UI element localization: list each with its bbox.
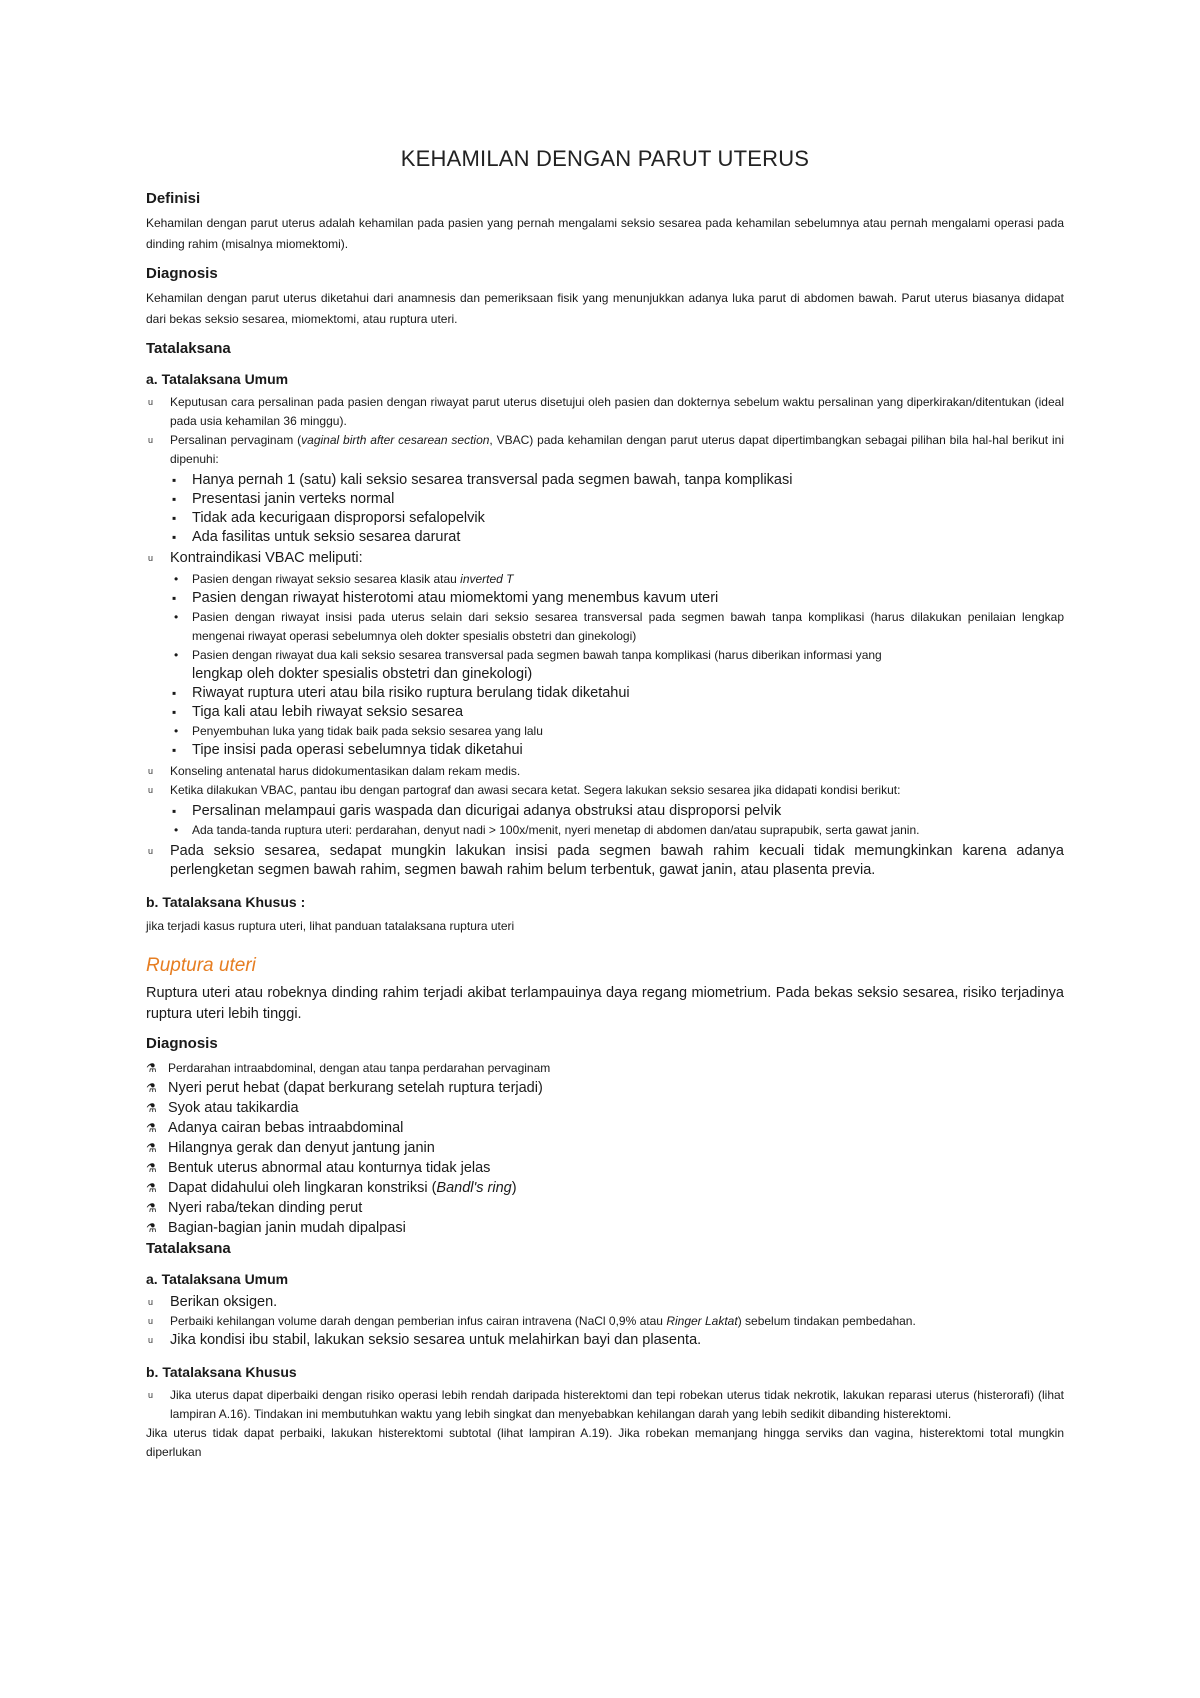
list-item: ⚗ Bagian-bagian janin mudah dipalpasi [146,1220,406,1236]
list-item: • Pasien dengan riwayat dua kali seksio sesarea transversal pada segmen bawah tanpa komplikasi (harus diberikan informasi yang lengkap oleh dokter spesialis obstetri dan ginekologi) [174,648,882,682]
ruptura-text: Ruptura uteri atau robeknya dinding rahim terjadi akibat terlampauinya daya regang miometrium. Pada bekas seksio sesarea, risiko terjadinya ruptura uteri lebih tinggi. [146,985,1064,1022]
square-bullet-icon: ▪ [172,686,177,700]
bullet-icon: u [148,553,154,563]
bullet-icon: u [148,1316,154,1326]
closing-text: Jika uterus tidak dapat perbaiki, lakukan histerektomi subtotal (lihat lampiran A.19). Jika robekan memanjang hingga serviks dan vagina, histerektomi total mungkin diperlukan [146,1426,1064,1459]
list-item: u Berikan oksigen. [148,1294,278,1310]
list-item: ⚗ Hilangnya gerak dan denyut jantung janin [146,1140,435,1156]
bullet-icon: u [148,1297,154,1307]
list-item: ▪ Presentasi janin verteks normal [172,491,395,507]
square-bullet-icon: ▪ [172,492,177,506]
vbac-syarat-list [170,471,1064,547]
bullet-icon: u [148,785,154,795]
dot-bullet-icon: • [174,572,179,586]
list-item: • Penyembuhan luka yang tidak baik pada seksio sesarea yang lalu [170,722,1064,741]
diagnosis-heading: Diagnosis [146,265,218,282]
list-item: u Kontraindikasi VBAC meliputi: • Pasien dengan riwayat seksio sesarea klasik atau inverted T ▪ Pasien dengan riwayat histerotomi atau miomektomi yang menembus kavum uteri • Pasien dengan riwayat insisi pada uterus selain dari seksio sesarea transversal pada segmen bawah tanpa komplikasi (harus dilakukan penilaian lengkap mengenai riwayat operasi sebelumnya oleh dokter spesialis obstetri dan ginekologi) • Pasien dengan riwayat dua kali seksio sesarea transversal pada segmen bawah tanpa komplikasi (harus diberikan informasi yang lengkap oleh dokter spesialis obstetri dan ginekologi) ▪ Riwayat ruptura uteri atau bila risiko ruptura berulang tidak diketahui ▪ Tiga kali atau lebih riwayat seksio sesarea • Penyembuhan luka yang tidak baik pada seksio sesarea yang lalu ▪ Tipe insisi pada operasi sebelumnya tidak diketahui [148,550,1064,758]
square-bullet-icon: ▪ [172,804,177,818]
dot-bullet-icon: • [174,724,179,738]
diagnosis-text: Kehamilan dengan parut uterus diketahui dari anamnesis dan pemeriksaan fisik yang menunjukkan adanya luka parut di abdomen bawah. Parut uterus biasanya didapat dari bekas seksio sesarea, miomektomi, atau ruptura uteri. [146,291,1064,326]
list-item: ⚗ Perdarahan intraabdominal, dengan atau tanpa perdarahan pervaginam [146,1058,1064,1078]
symbol-bullet-icon: ⚗ [146,1081,157,1095]
kontraindikasi-list [170,570,1064,760]
symbol-bullet-icon: ⚗ [146,1221,157,1235]
list-item: ▪ Tiga kali atau lebih riwayat seksio sesarea [172,704,464,720]
tatalaksana-khusus-text: jika terjadi kasus ruptura uteri, lihat panduan tatalaksana ruptura uteri [146,919,515,933]
list-item: ▪ Tidak ada kecurigaan disproporsi sefalopelvik [172,510,485,526]
list-item: u Jika kondisi ibu stabil, lakukan seksio sesarea untuk melahirkan bayi dan plasenta. [148,1332,702,1348]
tatalaksana-umum-list [146,393,1064,880]
definisi-heading: Definisi [146,190,201,207]
bullet-icon: u [148,846,154,856]
list-item: • Ada tanda-tanda ruptura uteri: perdarahan, denyut nadi > 100x/menit, nyeri menetap di abdomen dan/atau suprapubik, serta gawat janin. [170,821,1064,840]
tatalaksana-umum-heading: a. Tatalaksana Umum [146,371,289,387]
list-item: ▪ Tipe insisi pada operasi sebelumnya tidak diketahui [172,742,523,758]
symbol-bullet-icon: ⚗ [146,1161,157,1175]
list-item: ⚗ Adanya cairan bebas intraabdominal [146,1120,404,1136]
list-item: u Konseling antenatal harus didokumentasikan dalam rekam medis. [146,762,1064,781]
ruptura-diagnosis-heading: Diagnosis [146,1035,218,1052]
square-bullet-icon: ▪ [172,530,177,544]
dot-bullet-icon: • [174,648,179,662]
list-item: u Jika uterus dapat diperbaiki dengan risiko operasi lebih rendah daripada histerektomi dan tepi robekan uterus tidak nekrotik, lakukan reparasi uterus (histerorafi) (lihat lampiran A.16). Tindakan ini membutuhkan waktu yang lebih singkat dan menyebabkan kehilangan darah yang lebih sedikit dibanding histerektomi. [148,1388,1064,1421]
symbol-bullet-icon: ⚗ [146,1141,157,1155]
list-item: ▪ Riwayat ruptura uteri atau bila risiko ruptura berulang tidak diketahui [172,685,630,701]
square-bullet-icon: ▪ [172,591,177,605]
ruptura-khusus-heading: b. Tatalaksana Khusus [146,1364,297,1380]
list-item: ▪ Hanya pernah 1 (satu) kali seksio sesarea transversal pada segmen bawah, tanpa komplikasi [172,472,793,488]
list-item: • Pasien dengan riwayat seksio sesarea klasik atau inverted T [170,570,1064,589]
tatalaksana-heading: Tatalaksana [146,340,231,357]
ruptura-tatalaksana-heading: Tatalaksana [146,1240,231,1257]
square-bullet-icon: ▪ [172,743,177,757]
list-item: ▪ Persalinan melampaui garis waspada dan dicurigai adanya obstruksi atau disproporsi pelvik [172,803,782,819]
bullet-icon: u [148,1335,154,1345]
dot-bullet-icon: • [174,610,179,624]
ruptura-umum-list [146,1293,1064,1350]
list-item: ⚗ Nyeri perut hebat (dapat berkurang setelah ruptura terjadi) [146,1080,543,1096]
dot-bullet-icon: • [174,823,179,837]
square-bullet-icon: ▪ [172,511,177,525]
page-title: KEHAMILAN DENGAN PARUT UTERUS [400,146,810,171]
list-item: ▪ Pasien dengan riwayat histerotomi atau miomektomi yang menembus kavum uteri [172,590,719,606]
symbol-bullet-icon: ⚗ [146,1101,157,1115]
list-item: • Pasien dengan riwayat insisi pada uterus selain dari seksio sesarea transversal pada segmen bawah tanpa komplikasi (harus dilakukan penilaian lengkap mengenai riwayat operasi sebelumnya oleh dokter spesialis obstetri dan ginekologi) [174,610,1064,643]
symbol-bullet-icon: ⚗ [146,1121,157,1135]
square-bullet-icon: ▪ [172,705,177,719]
bullet-icon: u [148,1390,154,1400]
list-item: u Perbaiki kehilangan volume darah dengan pemberian infus cairan intravena (NaCl 0,9% atau Ringer Laktat) sebelum tindakan pembedahan. [146,1312,1064,1331]
symbol-bullet-icon: ⚗ [146,1181,157,1195]
list-item: u Pada seksio sesarea, sedapat mungkin lakukan insisi pada segmen bawah rahim kecuali tidak memungkinkan karena adanya perlengketan segmen bawah rahim, segmen bawah rahim belum terbentuk, gawat janin, atau plasenta previa. [148,843,1064,878]
ruptura-heading: Ruptura uteri [146,955,256,976]
kondisi-list [170,802,1064,840]
bullet-icon: u [148,435,154,445]
list-item: ⚗ Bentuk uterus abnormal atau konturnya tidak jelas [146,1160,491,1176]
ruptura-khusus-list [146,1386,1064,1424]
list-item: ⚗ Dapat didahului oleh lingkaran konstriksi (Bandl's ring) [146,1180,517,1196]
list-item: u Ketika dilakukan VBAC, pantau ibu dengan partograf dan awasi secara ketat. Segera lakukan seksio sesarea jika didapati kondisi berikut: ▪ Persalinan melampaui garis waspada dan dicurigai adanya obstruksi atau disproporsi pelvik • Ada tanda-tanda ruptura uteri: perdarahan, denyut nadi > 100x/menit, nyeri menetap di abdomen dan/atau suprapubik, serta gawat janin. [146,781,1064,840]
symbol-bullet-icon: ⚗ [146,1201,157,1215]
bullet-icon: u [148,766,154,776]
definisi-text: Kehamilan dengan parut uterus adalah kehamilan pada pasien yang pernah mengalami seksio sesarea pada kehamilan sebelumnya atau pernah mengalami operasi pada dinding rahim (misalnya miomektomi). [146,216,1064,251]
list-item: ⚗ Nyeri raba/tekan dinding perut [146,1200,363,1216]
list-item: ▪ Ada fasilitas untuk seksio sesarea darurat [172,529,461,545]
list-item: u Keputusan cara persalinan pada pasien dengan riwayat parut uterus disetujui oleh pasien dan dokternya sebelum waktu persalinan yang diperkirakan/ditentukan (ideal pada usia kehamilan 36 minggu). [148,395,1064,428]
ruptura-umum-heading: a. Tatalaksana Umum [146,1271,289,1287]
list-item: u Persalinan pervaginam (vaginal birth after cesarean section, VBAC) pada kehamilan dengan parut uterus dapat dipertimbangkan sebagai pilihan bila hal-hal berikut ini dipenuhi: ▪ Hanya pernah 1 (satu) kali seksio sesarea transversal pada segmen bawah, tanpa komplikasi ▪ Presentasi janin verteks normal ▪ Tidak ada kecurigaan disproporsi sefalopelvik ▪ Ada fasilitas untuk seksio sesarea darurat [148,433,1064,545]
list-item: ⚗ Syok atau takikardia [146,1100,299,1116]
bullet-icon: u [148,397,154,407]
square-bullet-icon: ▪ [172,473,177,487]
tatalaksana-khusus-heading: b. Tatalaksana Khusus : [146,894,306,910]
symbol-bullet-icon: ⚗ [146,1061,157,1075]
ruptura-diagnosis-list [146,1058,1064,1238]
